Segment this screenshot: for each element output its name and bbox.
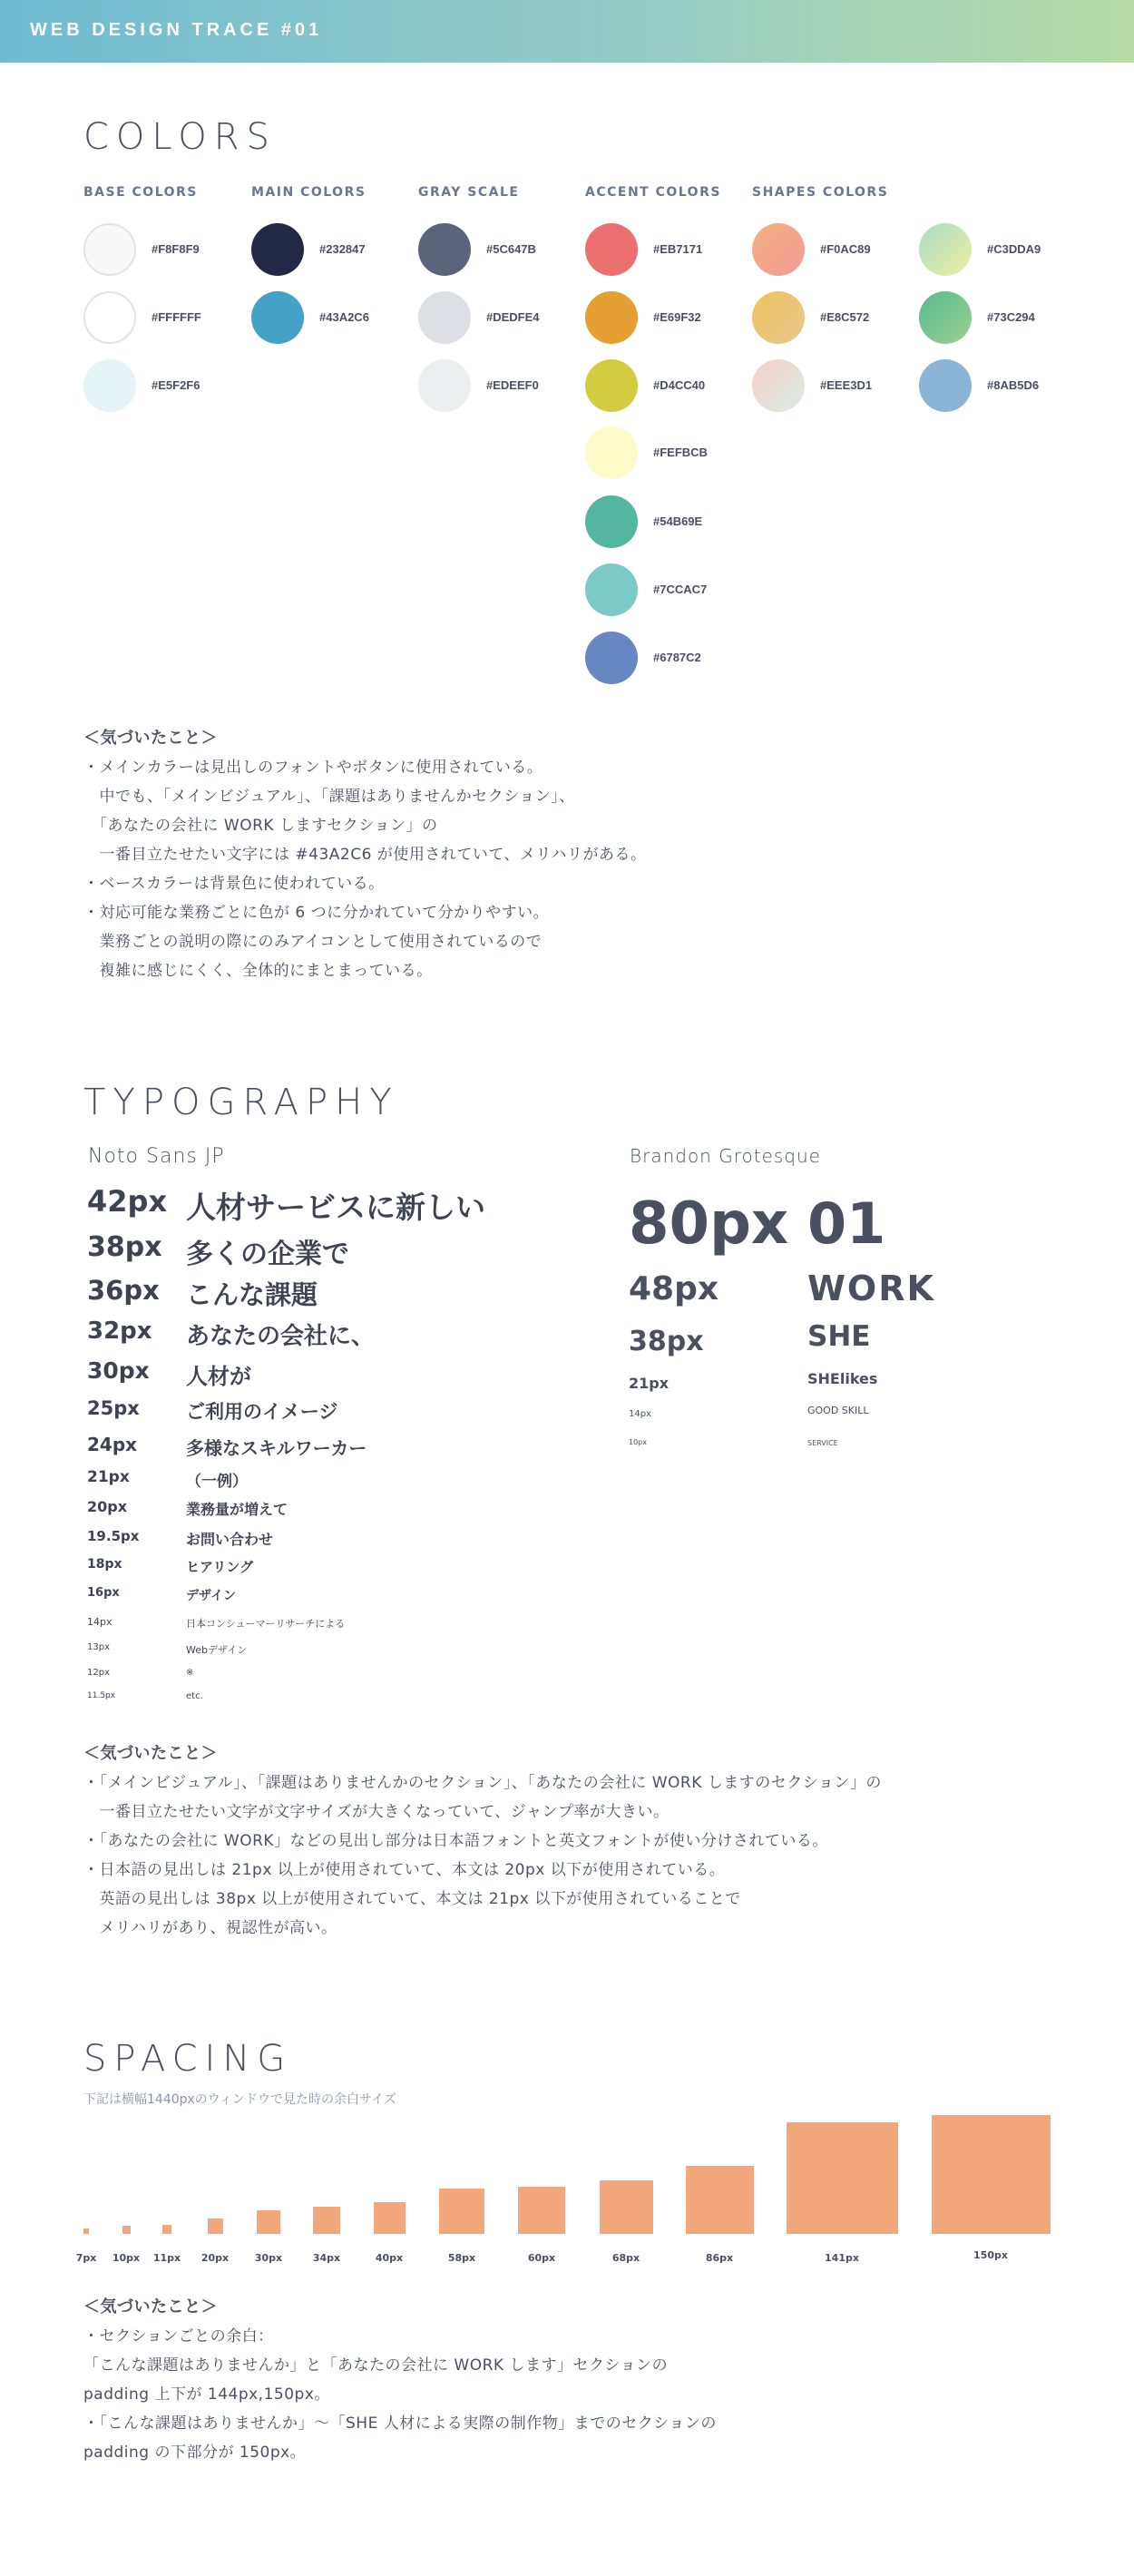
jp-size-label: 16px bbox=[87, 1586, 120, 1600]
spacing-label: 20px bbox=[200, 2252, 230, 2264]
spacing-label: 86px bbox=[705, 2252, 734, 2264]
spacing-box bbox=[83, 2228, 89, 2234]
color-hex-label: #F0AC89 bbox=[820, 242, 871, 256]
color-swatch bbox=[585, 632, 638, 684]
jp-sample-text: あなたの会社に、 bbox=[186, 1323, 376, 1350]
spacing-label: 30px bbox=[254, 2252, 283, 2264]
color-hex-label: #54B69E bbox=[653, 514, 703, 528]
color-hex-label: #73C294 bbox=[987, 310, 1035, 324]
color-hex-label: #EDEEF0 bbox=[486, 378, 539, 392]
spacing-label: 40px bbox=[375, 2252, 404, 2264]
jp-sample-text: 多様なスキルワーカー bbox=[186, 1437, 367, 1459]
en-sample-text: 01 bbox=[807, 1190, 886, 1257]
note-line: ・日本語の見出しは 21px 以上が使用されていて、本文は 20px 以下が使用されている。 bbox=[83, 1861, 726, 1879]
color-hex-label: #5C647B bbox=[486, 242, 536, 256]
jp-size-label: 36px bbox=[87, 1275, 160, 1306]
en-sample-text: SHElikes bbox=[807, 1370, 878, 1387]
en-font-name: Brandon Grotesque bbox=[630, 1145, 821, 1167]
color-swatch bbox=[83, 359, 136, 412]
color-swatch bbox=[251, 291, 304, 344]
en-size-label: 10px bbox=[629, 1438, 647, 1446]
jp-size-label: 13px bbox=[87, 1642, 110, 1652]
color-group-heading: SHAPES COLORS bbox=[752, 185, 889, 200]
colors-title: COLORS bbox=[83, 116, 277, 158]
en-size-label: 80px bbox=[629, 1190, 789, 1258]
color-hex-label: #7CCAC7 bbox=[653, 583, 708, 596]
note-line: 「こんな課題はありませんか」と「あなたの会社に WORK します」セクションの bbox=[83, 2356, 669, 2375]
typography-title: TYPOGRAPHY bbox=[83, 1082, 399, 1123]
note-line: 「あなたの会社に WORK しますセクション」の bbox=[83, 817, 438, 835]
spacing-label: 141px bbox=[825, 2252, 859, 2264]
color-hex-label: #FEFBCB bbox=[653, 446, 708, 459]
color-group-heading: MAIN COLORS bbox=[251, 185, 367, 200]
color-hex-label: #E8C572 bbox=[820, 310, 870, 324]
spacing-box bbox=[374, 2202, 406, 2234]
jp-size-label: 12px bbox=[87, 1668, 110, 1678]
spacing-label: 11px bbox=[152, 2252, 181, 2264]
spacing-notes bbox=[83, 2293, 717, 2467]
color-group-heading: ACCENT COLORS bbox=[585, 185, 721, 200]
note-line: メリハリがあり、視認性が高い。 bbox=[83, 1919, 337, 1937]
note-line: 英語の見出しは 38px 以上が使用されていて、本文は 21px 以下が使用されていることで bbox=[83, 1890, 741, 1908]
colors-notes-heading: ＜気づいたこと＞ bbox=[83, 729, 218, 748]
color-swatch bbox=[752, 359, 805, 412]
color-swatch bbox=[919, 223, 972, 276]
en-size-label: 14px bbox=[629, 1409, 651, 1419]
typography-notes bbox=[83, 1739, 882, 1943]
color-swatch bbox=[585, 426, 638, 479]
color-group-heading: GRAY SCALE bbox=[418, 185, 520, 200]
jp-size-label: 25px bbox=[87, 1397, 140, 1419]
note-line: ・「あなたの会社に WORK」などの見出し部分は日本語フォントと英文フォントが使い分けされている。 bbox=[83, 1832, 828, 1850]
color-hex-label: #232847 bbox=[319, 242, 366, 256]
jp-size-label: 11.5px bbox=[87, 1691, 116, 1700]
color-swatch bbox=[752, 291, 805, 344]
jp-size-label: 24px bbox=[87, 1434, 138, 1455]
spacing-box bbox=[162, 2225, 171, 2234]
jp-sample-text: 人材サービスに新しい bbox=[186, 1189, 485, 1225]
jp-size-label: 18px bbox=[87, 1557, 122, 1572]
en-size-label: 21px bbox=[629, 1375, 670, 1392]
spacing-box bbox=[787, 2122, 898, 2234]
header-title: WEB DESIGN TRACE #01 bbox=[30, 20, 323, 40]
jp-size-label: 42px bbox=[87, 1184, 168, 1219]
jp-sample-text: ご利用のイメージ bbox=[186, 1401, 338, 1423]
note-line: ・セクションごとの余白： bbox=[83, 2327, 274, 2346]
spacing-box bbox=[257, 2210, 280, 2234]
color-swatch bbox=[418, 223, 471, 276]
jp-size-label: 21px bbox=[87, 1468, 130, 1486]
jp-size-label: 20px bbox=[87, 1498, 128, 1515]
spacing-notes-heading: ＜気づいたこと＞ bbox=[83, 2297, 218, 2316]
color-swatch bbox=[919, 359, 972, 412]
jp-size-label: 19.5px bbox=[87, 1528, 140, 1544]
color-swatch bbox=[251, 223, 304, 276]
note-line: 業務ごとの説明の際にのみアイコンとして使用されているので bbox=[83, 933, 543, 951]
en-sample-text: WORK bbox=[807, 1268, 935, 1308]
spacing-box bbox=[313, 2207, 340, 2234]
note-line: ・ベースカラーは背景色に使われている。 bbox=[83, 875, 385, 893]
color-swatch bbox=[752, 223, 805, 276]
jp-sample-text: ヒアリング bbox=[186, 1558, 254, 1575]
note-line: 中でも、「メインビジュアル」、「課題はありませんかセクション」、 bbox=[83, 788, 575, 806]
spacing-box bbox=[122, 2226, 131, 2234]
color-hex-label: #F8F8F9 bbox=[152, 242, 200, 256]
color-swatch bbox=[585, 359, 638, 412]
spacing-label: 58px bbox=[447, 2252, 476, 2264]
jp-size-label: 14px bbox=[87, 1616, 112, 1628]
en-size-label: 48px bbox=[629, 1270, 719, 1308]
jp-sample-text: お問い合わせ bbox=[186, 1530, 274, 1548]
jp-size-label: 30px bbox=[87, 1357, 150, 1384]
jp-sample-text: 多くの企業で bbox=[186, 1239, 349, 1270]
spacing-label: 150px bbox=[973, 2249, 1008, 2261]
note-line: ・「メインビジュアル」、「課題はありませんかのセクション」、「あなたの会社に WORK しますのセクション」の bbox=[83, 1774, 882, 1792]
color-hex-label: #FFFFFF bbox=[152, 310, 201, 324]
en-sample-text: GOOD SKILL bbox=[807, 1405, 869, 1416]
note-line: 一番目立たせたい文字には #43A2C6 が使用されていて、メリハリがある。 bbox=[83, 846, 647, 864]
color-swatch bbox=[585, 495, 638, 548]
color-hex-label: #E5F2F6 bbox=[152, 378, 200, 392]
jp-font-name: Noto Sans JP bbox=[88, 1145, 225, 1168]
jp-sample-text: ※ bbox=[186, 1668, 194, 1678]
note-line: padding の下部分が 150px。 bbox=[83, 2444, 307, 2462]
spacing-label: 34px bbox=[312, 2252, 341, 2264]
color-swatch bbox=[83, 223, 136, 276]
note-line: 一番目立たせたい文字が文字サイズが大きくなっていて、ジャンプ率が大きい。 bbox=[83, 1803, 670, 1821]
spacing-subtitle: 下記は横幅1440pxのウィンドウで見た時の余白サイズ bbox=[83, 2092, 396, 2107]
note-line: ・「こんな課題はありませんか」〜「SHE 人材による実際の制作物」までのセクションの bbox=[83, 2414, 717, 2433]
jp-sample-text: 業務量が増えて bbox=[186, 1501, 288, 1518]
color-hex-label: #8AB5D6 bbox=[987, 378, 1040, 392]
typography-notes-heading: ＜気づいたこと＞ bbox=[83, 1744, 218, 1763]
color-swatch bbox=[585, 223, 638, 276]
note-line: padding 上下が 144px,150px。 bbox=[83, 2385, 330, 2404]
spacing-box bbox=[686, 2166, 754, 2234]
spacing-label: 10px bbox=[112, 2252, 141, 2264]
spacing-box bbox=[208, 2218, 223, 2234]
jp-sample-text: デザイン bbox=[186, 1588, 237, 1603]
spacing-label: 68px bbox=[611, 2252, 640, 2264]
color-swatch bbox=[418, 291, 471, 344]
color-swatch bbox=[418, 359, 471, 412]
spacing-box bbox=[932, 2115, 1051, 2234]
color-hex-label: #EB7171 bbox=[653, 242, 703, 256]
en-size-label: 38px bbox=[629, 1326, 704, 1357]
jp-sample-text: Webデザイン bbox=[186, 1643, 248, 1656]
color-hex-label: #C3DDA9 bbox=[987, 242, 1041, 256]
note-line: ・対応可能な業務ごとに色が 6 つに分かれていて分かりやすい。 bbox=[83, 904, 550, 922]
spacing-box bbox=[600, 2180, 653, 2234]
color-swatch bbox=[83, 291, 136, 344]
en-sample-text: SERVICE bbox=[807, 1439, 838, 1447]
color-hex-label: #E69F32 bbox=[653, 310, 701, 324]
jp-size-label: 38px bbox=[87, 1231, 162, 1263]
jp-sample-text: 日本コンシューマーリサーチによる bbox=[186, 1618, 346, 1630]
en-sample-text: SHE bbox=[807, 1320, 871, 1353]
color-swatch bbox=[585, 563, 638, 616]
color-swatch bbox=[585, 291, 638, 344]
colors-notes bbox=[83, 724, 646, 985]
color-hex-label: #43A2C6 bbox=[319, 310, 369, 324]
spacing-title: SPACING bbox=[83, 2038, 293, 2080]
color-hex-label: #D4CC40 bbox=[653, 378, 706, 392]
note-line: ・メインカラーは見出しのフォントやボタンに使用されている。 bbox=[83, 759, 543, 777]
color-swatch bbox=[919, 291, 972, 344]
spacing-label: 60px bbox=[527, 2252, 556, 2264]
note-line: 複雑に感じにくく、全体的にまとまっている。 bbox=[83, 962, 433, 980]
jp-sample-text: （一例） bbox=[186, 1473, 248, 1491]
spacing-box bbox=[439, 2189, 484, 2234]
jp-sample-text: etc. bbox=[186, 1690, 203, 1701]
page-header bbox=[0, 0, 1134, 63]
color-hex-label: #6787C2 bbox=[653, 651, 701, 664]
spacing-label: 7px bbox=[75, 2252, 97, 2264]
spacing-box bbox=[518, 2187, 565, 2234]
jp-sample-text: 人材が bbox=[186, 1363, 251, 1389]
jp-sample-text: こんな課題 bbox=[186, 1279, 318, 1310]
color-hex-label: #EEE3D1 bbox=[820, 378, 873, 392]
jp-size-label: 32px bbox=[87, 1317, 152, 1345]
color-group-heading: BASE COLORS bbox=[83, 185, 198, 200]
color-hex-label: #DEDFE4 bbox=[486, 310, 540, 324]
